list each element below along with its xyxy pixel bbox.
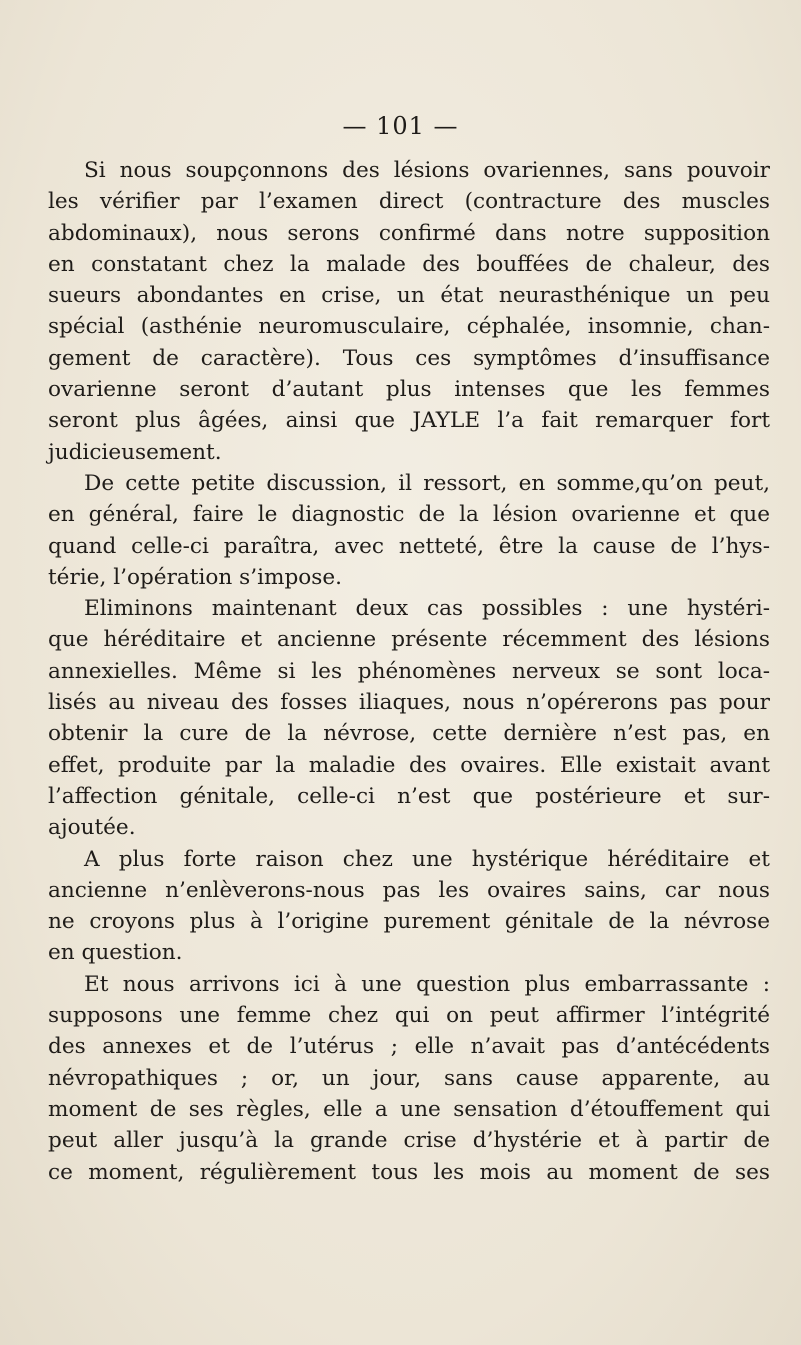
text-line: que héréditaire et ancienne présente récemment des lésions: [48, 627, 770, 653]
text-line: seront plus âgées, ainsi que JAYLE l’a fait remarquer fort: [48, 408, 770, 434]
text-line: en constatant chez la malade des bouffées de chaleur, des: [48, 251, 770, 277]
page-number: — 101 —: [342, 112, 459, 140]
text-line: ce moment, régulièrement tous les mois au moment de ses: [48, 1159, 770, 1185]
text-line: des annexes et de l’utérus ; elle n’avait pas d’antécédents: [48, 1034, 770, 1060]
text-line: ne croyons plus à l’origine purement génitale de la névrose: [48, 909, 770, 935]
paragraph-5: [48, 969, 770, 1188]
text-line: en général, faire le diagnostic de la lésion ovarienne et que: [48, 502, 770, 528]
text-line: névropathiques ; or, un jour, sans cause apparente, au: [48, 1065, 770, 1091]
text-line: ancienne n’enlèverons-nous pas les ovaires sains, car nous: [48, 877, 770, 903]
text-line: supposons une femme chez qui on peut affirmer l’intégrité: [48, 1003, 770, 1029]
text-line: peut aller jusqu’à la grande crise d’hystérie et à partir de: [48, 1128, 770, 1154]
text-line: annexielles. Même si les phénomènes nerveux se sont loca-: [48, 658, 770, 684]
text-line: Et nous arrivons ici à une question plus embarrassante :: [84, 971, 770, 997]
text-line: moment de ses règles, elle a une sensation d’étouffement qui: [48, 1096, 770, 1122]
text-line: obtenir la cure de la névrose, cette dernière n’est pas, en: [48, 721, 770, 747]
text-line: A plus forte raison chez une hystérique héréditaire et: [84, 846, 770, 872]
text-line: lisés au niveau des fosses iliaques, nous n’opérerons pas pour: [48, 690, 770, 716]
text-line: judicieusement.: [48, 439, 222, 465]
paragraph-2: [48, 468, 770, 593]
paragraph-4: [48, 844, 770, 969]
text-line: gement de caractère). Tous ces symptômes d’insuffisance: [48, 345, 770, 371]
text-line: quand celle-ci paraîtra, avec netteté, être la cause de l’hys-: [48, 533, 770, 559]
paragraph-3: [48, 593, 770, 843]
text-line: De cette petite discussion, il ressort, en somme,qu’on peut,: [84, 470, 770, 496]
text-line: térie, l’opération s’impose.: [48, 564, 342, 590]
text-line: l’affection génitale, celle-ci n’est que postérieure et sur-: [48, 783, 770, 809]
text-line: sueurs abondantes en crise, un état neurasthénique un peu: [48, 283, 770, 309]
text-line: effet, produite par la maladie des ovaires. Elle existait avant: [48, 752, 770, 778]
text-line: en question.: [48, 940, 183, 966]
paragraph-1: [48, 155, 770, 468]
body-text: [48, 155, 770, 1188]
text-line: abdominaux), nous serons confirmé dans notre supposition: [48, 220, 770, 246]
text-line: ovarienne seront d’autant plus intenses que les femmes: [48, 377, 770, 403]
text-line: Si nous soupçonnons des lésions ovariennes, sans pouvoir: [84, 158, 770, 183]
text-line: les vérifier par l’examen direct (contracture des muscles: [48, 189, 770, 215]
text-line: Eliminons maintenant deux cas possibles : une hystéri-: [84, 596, 770, 622]
text-line: spécial (asthénie neuromusculaire, céphalée, insomnie, chan-: [48, 314, 770, 340]
text-line: ajoutée.: [48, 815, 136, 841]
